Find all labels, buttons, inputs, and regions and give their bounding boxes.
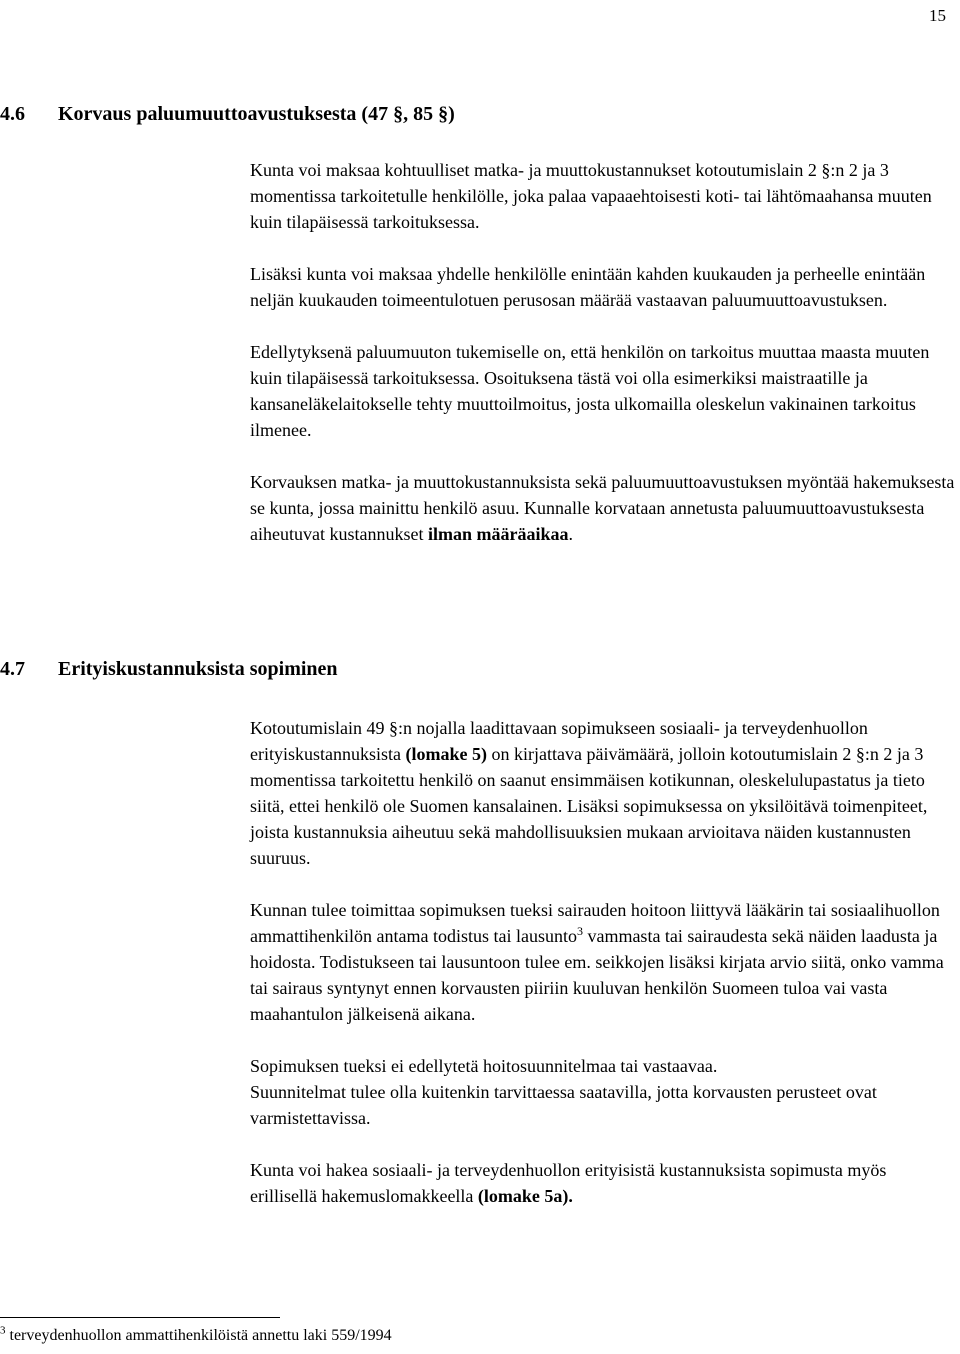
page-number: 15 [929, 6, 946, 25]
paragraph-text: . [568, 524, 573, 544]
footnote-marker: 3 [0, 1324, 6, 1337]
section-body-4-6 [250, 157, 956, 573]
section-title: Erityiskustannuksista sopiminen [58, 658, 338, 680]
paragraph-text: on kirjattava päivämäärä, jolloin kotoutumislain 2 §:n 2 ja 3 momentissa tarkoitettu henkilö on saanut ensimmäisen kotikunnan, oleskelulupastatus ja tieto siitä, ettei henkilö ole Suomen kansalainen. Lisäksi sopimuksessa on yksilöitävä toimenpiteet, joista kustannuksia aiheutuu sekä mahdollisuuksien mukaan arvioitava näiden kustannusten suuruus. [250, 744, 928, 868]
paragraph [250, 715, 956, 871]
footnote-ref: 3 [576, 924, 583, 938]
bold-text: (lomake 5a). [477, 1186, 573, 1206]
paragraph-text: Kunnan tulee toimittaa sopimuksen tueksi sairauden hoitoon liittyvä lääkärin tai sosiaalihuollon ammattihenkilön antama todistus tai lausunto [250, 900, 940, 946]
footnote [0, 1324, 392, 1345]
paragraph [250, 469, 956, 547]
paragraph [250, 1053, 956, 1131]
section-body-4-7 [250, 715, 956, 1235]
paragraph-text: Kunta voi hakea sosiaali- ja terveydenhuollon erityisistä kustannuksista sopimusta myös erillisellä hakemuslomakkeella [250, 1160, 887, 1206]
paragraph: Kunta voi maksaa kohtuulliset matka- ja muuttokustannukset kotoutumislain 2 §:n 2 ja 3 momentissa tarkoitetulle henkilölle, joka palaa vapaaehtoisesti koti- tai lähtömaahansa muuten kuin tilapäisessä tarkoituksessa. [250, 160, 932, 232]
paragraph: Lisäksi kunta voi maksaa yhdelle henkilölle enintään kahden kuukauden ja perheelle enintään neljän kuukauden toimeentulotuen perusosan määrää vastaavan paluumuuttoavustuksen. [250, 264, 926, 310]
bold-text: ilman määräaikaa [427, 524, 569, 544]
footnote-divider [0, 1317, 280, 1318]
paragraph-text: Korvauksen matka- ja muuttokustannuksista sekä paluumuuttoavustuksen myöntää hakemuksesta se kunta, jossa mainittu henkilö asuu. Kunnalle korvataan annetusta paluumuuttoavustuksesta aiheutuvat kustannukset [250, 472, 955, 544]
section-title: Korvaus paluumuuttoavustuksesta (47 §, 85 §) [58, 103, 455, 125]
paragraph-text: Kotoutumislain 49 §:n nojalla laadittavaan sopimukseen sosiaali- ja terveydenhuollon erityiskustannuksista [250, 718, 868, 764]
footnote-text: terveydenhuollon ammattihenkilöistä annettu laki 559/1994 [5, 1327, 392, 1344]
bold-text: (lomake 5) [405, 744, 487, 764]
paragraph-text: Suunnitelmat tulee olla kuitenkin tarvittaessa saatavilla, jotta korvausten perusteet ovat varmistettavissa. [250, 1082, 877, 1128]
section-number: 4.6 [0, 103, 25, 125]
paragraph-text: vammasta tai sairaudesta sekä näiden laadusta ja hoidosta. Todistukseen tai lausuntoon tulee em. seikkojen lisäksi kirjata arvio siitä, onko vamma tai sairaus syntynyt ennen korvausten piiriin kuuluvan henkilön Suomeen tuloa vai vasta maahantulon jälkeisenä aikana. [250, 926, 944, 1024]
paragraph: Edellytyksenä paluumuuton tukemiselle on, että henkilön on tarkoitus muuttaa maasta muuten kuin tilapäisessä tarkoituksessa. Osoituksena tästä voi olla esimerkiksi maistraatille ja kansaneläkelaitokselle tehty muuttoilmoitus, josta ulkomailla oleskelun vakinainen tarkoitus ilmenee. [250, 342, 930, 440]
section-number: 4.7 [0, 658, 25, 680]
paragraph [250, 897, 956, 1027]
paragraph [250, 1157, 956, 1209]
paragraph-text: Sopimuksen tueksi ei edellytetä hoitosuunnitelmaa tai vastaavaa. [250, 1056, 718, 1076]
